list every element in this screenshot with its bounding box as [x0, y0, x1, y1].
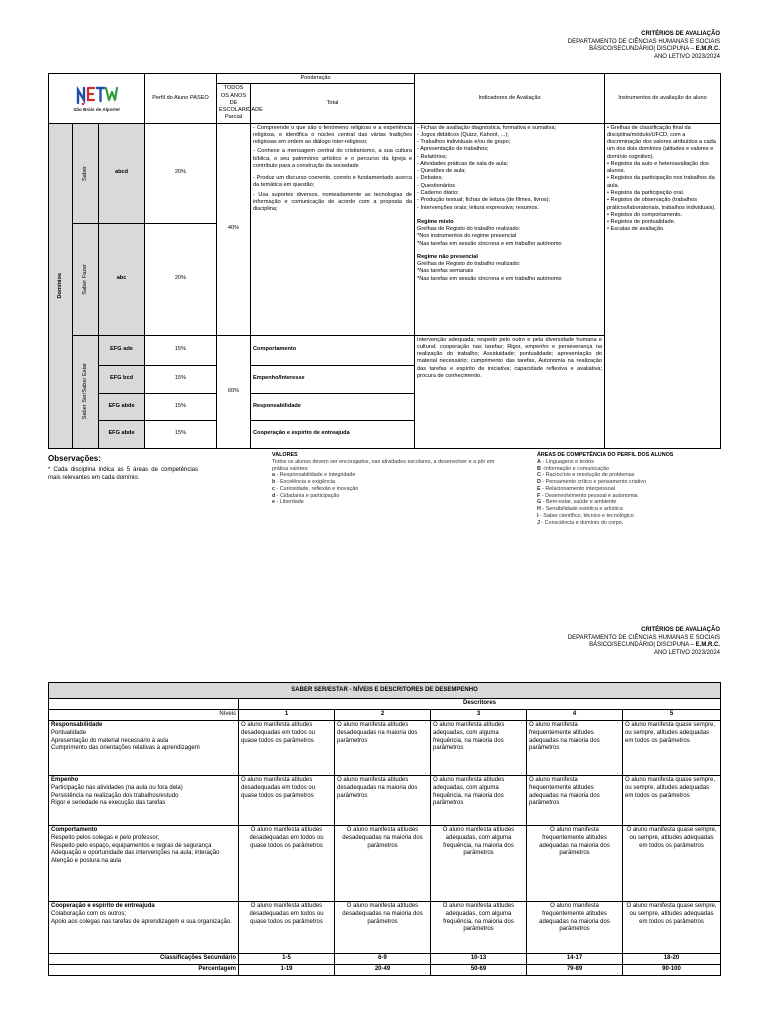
discipline-name: E.M.R.C.: [695, 642, 720, 648]
parcial-saber: 20%: [145, 123, 217, 223]
school-logo-icon: [75, 84, 119, 106]
instrument-item: - Caderno diário;: [417, 189, 459, 196]
col-perfil: Perfil do Aluno PASEO: [145, 74, 217, 124]
percentagem-label: Percentagem: [49, 965, 239, 976]
document-item: • Grelhas de classificação final da disciplina/módulo/UFCD, com a discriminação dos valores atribuídos a cada um dos dois domínios (atitudes e valores e domínio cognitivo).: [607, 124, 716, 160]
document-item: • Registos de observação (trabalhos práticos/laboratoriais, trabalhos individuais).: [607, 197, 716, 211]
valor-item: [272, 479, 512, 486]
instrument-item: - Fichas de avaliação diagnóstica, formativa e sumativa;: [417, 124, 557, 131]
criterion-line: Adequação e oportunidade das intervenções na aula; interação: [51, 850, 220, 857]
descriptor-cell: O aluno manifesta atitudes adequadas, com alguma frequência, na maioria dos parâmetros: [431, 826, 527, 902]
level-4: 4: [527, 710, 623, 721]
valor-item: [272, 486, 512, 493]
document-item: • Registos da participação oral.: [607, 189, 685, 196]
dominios-cell: [49, 123, 73, 448]
instrument-item: - Jogos didáticos (Quizz, Kahoot, ...);: [417, 131, 509, 138]
descriptor-cell: O aluno manifesta frequentemente atitudes adequadas na maioria dos parâmetros: [527, 776, 623, 826]
niveis-label: Níveis: [49, 710, 239, 721]
level-1: 1: [239, 710, 335, 721]
descriptor-cell: O aluno manifesta atitudes adequadas, com alguma frequência, na maioria dos parâmetros: [431, 776, 527, 826]
document-item: • Registos da participação nos trabalhos da aula.: [607, 175, 715, 189]
area-text: - Bem-estar, saúde e ambiente: [541, 499, 617, 506]
classificacao-value: 18-20: [623, 954, 721, 965]
total-ser: 60%: [217, 335, 251, 448]
perfil-comportamento: EFG ade: [99, 335, 145, 365]
descriptor-cell: O aluno manifesta quase sempre, ou sempre, atitudes adequadas em todos os parâmetros: [623, 826, 721, 902]
perfil-saber: abcd: [99, 123, 145, 223]
area-letter: C: [537, 472, 541, 479]
regime-misto-line: Grelhas de Registo do trabalho realizado:: [417, 226, 521, 233]
valor-text: - Curiosidade, reflexão e inovação: [275, 485, 359, 492]
total-cognitive: 40%: [217, 123, 251, 335]
instrument-item: - Trabalhos individuais e/ou de grupo;: [417, 139, 511, 146]
parcial-cooperacao: 15%: [145, 420, 217, 448]
descriptors-table: [48, 682, 721, 976]
col-indicadores: Indicadores de Avaliação: [415, 74, 605, 124]
domain-ser-estar-label: Saber Ser/Saber Estar: [81, 363, 88, 420]
regime-misto-line: *Nas tarefas em sessão síncrona e em trabalho autónomo: [417, 240, 562, 247]
percentagem-value: 90-100: [623, 965, 721, 976]
valor-letter: e: [272, 499, 275, 506]
header-title: CRITÉRIOS DE AVALIAÇÃO: [641, 627, 720, 633]
criteria-table: [48, 73, 721, 449]
criterion-line: Respeito pelo espaço, equipamentos e regras de segurança: [51, 842, 212, 849]
area-letter: F: [537, 492, 541, 499]
valor-text: - Responsabilidade e integridade: [275, 472, 356, 479]
criterion-title: Empenho: [51, 777, 79, 783]
criterion-responsabilidade: [49, 721, 239, 776]
col-ponderacao: Ponderação: [217, 74, 415, 84]
areas-block: [537, 452, 737, 526]
criterion-empenho: [49, 776, 239, 826]
valor-letter: c: [272, 485, 275, 492]
area-text: - Sensibilidade estética e artística: [540, 506, 623, 512]
header-title: CRITÉRIOS DE AVALIAÇÃO: [641, 31, 720, 37]
domain-saber-label: Saber: [81, 165, 88, 181]
area-item: [537, 472, 737, 479]
criterion-line: Persistência na realização dos trabalhos/estudo: [51, 792, 179, 799]
descriptor-cell: O aluno manifesta quase sempre, ou sempre, atitudes adequadas em todos os parâmetros: [623, 776, 721, 826]
document-item: • Registos de pontualidade.: [607, 219, 676, 226]
area-item: [537, 486, 737, 493]
header-year: ANO LETIVO 2023/2024: [653, 53, 720, 60]
level-3: 3: [431, 710, 527, 721]
classificacao-value: 1-5: [239, 954, 335, 965]
area-letter: H: [537, 506, 541, 512]
descriptor-cell: O aluno manifesta atitudes desadequadas em todos ou quase todos os parâmetros: [239, 902, 335, 954]
instrument-item: - Apresentação de trabalhos;: [417, 146, 489, 153]
criterion-line: Participação nas atividades (na aula ou fora dela): [51, 784, 183, 791]
level-2: 2: [335, 710, 431, 721]
descriptor-cell: O aluno manifesta atitudes desadequadas na maioria dos parâmetros: [335, 721, 431, 776]
instrument-item: - Relatórios;: [417, 153, 448, 160]
valores-block: [272, 452, 512, 506]
header-department: DEPARTAMENTO DE CIÊNCIAS HUMANAS E SOCIAIS: [567, 634, 720, 641]
domain-ser-estar: [73, 335, 99, 448]
descriptor-cell: O aluno manifesta frequentemente atitudes adequadas na maioria dos parâmetros: [527, 902, 623, 954]
area-text: - Linguagens e textos: [540, 458, 594, 465]
descriptor-cell: O aluno manifesta atitudes desadequadas em todos ou quase todos os parâmetros: [239, 826, 335, 902]
valor-text: - Excelência e exigência: [275, 479, 335, 485]
criterion-comportamento: [49, 826, 239, 902]
valores-intro: Todos os alunos devem ser encorajados, nas atividades escolares, a desenvolver e a pôr em prática valores:: [272, 458, 495, 472]
level-5: 5: [623, 710, 721, 721]
domain-saber-fazer: [73, 223, 99, 335]
header-department: DEPARTAMENTO DE CIÊNCIAS HUMANAS E SOCIAIS: [567, 38, 720, 45]
classificacoes-label: Classificações Secundário: [49, 954, 239, 965]
valor-text: - Liberdade: [275, 499, 304, 506]
classificacao-value: 14-17: [527, 954, 623, 965]
descriptor-cell: O aluno manifesta atitudes desadequadas em todos ou quase todos os parâmetros: [239, 721, 335, 776]
logo-cell: [49, 74, 145, 124]
header-discipline: [568, 642, 720, 650]
indicators-cognitive: [251, 123, 415, 335]
area-letter: E: [537, 485, 541, 492]
area-item: [537, 459, 737, 466]
dominios-label: Domínios: [56, 272, 63, 299]
page2-header: [568, 627, 720, 657]
area-item: [537, 506, 737, 513]
indicator-line: - Compreende o que são o fenómeno religioso e a experiência religiosa, e identifica o núcleo central das várias tradições religiosas em ordem ao diálogo inter-religioso;: [253, 124, 414, 146]
descritores-header: Descritores: [239, 699, 721, 710]
criterion-line: Atenção e postura na aula: [51, 858, 122, 865]
parcial-comportamento: 15%: [145, 335, 217, 365]
perfil-cooperacao: EFG abde: [99, 420, 145, 448]
area-item: [537, 513, 737, 520]
header-year: ANO LETIVO 2023/2024: [653, 649, 720, 656]
criterion-title: Cooperação e espírito de entreajuda: [51, 903, 155, 909]
criterion-line: Rigor e seriedade na execução das tarefas: [51, 800, 166, 807]
criterion-line: Apoio aos colegas nas tarefas de aprendizagem e sua organização.: [51, 918, 232, 925]
criterion-line: Respeito pelos colegas e pelo professor;: [51, 834, 160, 841]
area-text: - Relacionamento interpessoal: [540, 485, 615, 492]
col-instrumentos: Instrumentos de avaliação do aluno: [605, 74, 721, 124]
logo-text: São Bráis de Alportel: [73, 106, 120, 112]
area-letter: D: [537, 479, 541, 485]
area-item: [537, 499, 737, 506]
indicator-line: - Usa suportes diversos, nomeadamente as tecnologias de informação e comunicação de acordo com a proposta da disciplina;: [253, 191, 414, 213]
criterion-line: Apresentação do material necessário à aula: [51, 737, 169, 744]
discipline-name: E.M.R.C.: [695, 46, 720, 52]
valor-letter: b: [272, 479, 276, 485]
perfil-empenho: EFG bcd: [99, 365, 145, 393]
parcial-responsabilidade: 15%: [145, 393, 217, 420]
indicator-comportamento: Comportamento: [251, 335, 415, 365]
document-item: • Registos do comportamento.: [607, 211, 683, 218]
ser-instrument-text: Intervenção adequada; respeito pelo outro e pela diversidade humana e cultural; cooperação nas tarefas; Rigor, empenho e perseverança na realização do trabalho; Assiduidade; pontualidade; apresentação do material necessário; cumprimento das tarefas, Autonomia na realização das tarefas e espírito de iniciativa; capacidade reflexiva e avaliativa; procura de conhecimento.: [415, 335, 605, 448]
regime-nao-presencial-line: Grelhas de Registo do trabalho realizado:: [417, 261, 521, 268]
valor-text: - Cidadania e participação: [275, 492, 340, 499]
valor-item: [272, 472, 512, 479]
criterion-title: Comportamento: [51, 827, 98, 833]
area-text: - Consciência e domínio do corpo.: [540, 519, 624, 526]
indicator-cooperacao: Cooperação e espírito de entreajuda: [251, 420, 415, 448]
area-text: - Saber científico, técnico e tecnológico: [538, 512, 634, 519]
valor-letter: d: [272, 492, 276, 499]
parcial-empenho: 15%: [145, 365, 217, 393]
instrument-item: - Questões de aula;: [417, 168, 466, 175]
valor-item: [272, 499, 512, 506]
areas-title: ÁREAS DE COMPETÊNCIA DO PERFIL DOS ALUNOS: [537, 452, 674, 458]
descriptor-cell: O aluno manifesta atitudes adequadas, com alguma frequência, na maioria dos parâmetros: [431, 721, 527, 776]
regime-misto-line: *Nos instrumentos do regime presencial: [417, 233, 517, 240]
descriptor-cell: O aluno manifesta quase sempre, ou sempre, atitudes adequadas em todos os parâmetros: [623, 721, 721, 776]
valor-item: [272, 493, 512, 500]
classificacao-value: 10-13: [431, 954, 527, 965]
empty-cell: [49, 699, 239, 710]
criterion-line: Cumprimento das orientações relativas à aprendizagem: [51, 745, 200, 752]
percentagem-value: 1-19: [239, 965, 335, 976]
col-todos-anos: TODOS OS ANOS DE ESCOLARIDADE Parcial: [217, 84, 251, 123]
instrument-item: - Questionários: [417, 182, 455, 189]
area-letter: A: [537, 458, 541, 465]
descriptor-cell: O aluno manifesta quase sempre, ou sempre, atitudes adequadas em todos os parâmetros: [623, 902, 721, 954]
discipline-prefix: BÁSICO/SECUNDÁRIO| DISCIPUNA –: [589, 46, 696, 52]
area-letter: G: [537, 499, 542, 506]
descriptor-cell: O aluno manifesta frequentemente atitudes adequadas na maioria dos parâmetros: [527, 721, 623, 776]
criterion-line: Pontualidade: [51, 729, 87, 736]
descriptor-cell: O aluno manifesta atitudes desadequadas na maioria dos parâmetros: [335, 776, 431, 826]
indicator-empenho: Empenho/Interesse: [251, 365, 415, 393]
regime-nao-presencial-line: *Nas tarefas em sessão síncrona e em trabalho autónomo: [417, 275, 562, 282]
area-text: -Informação e comunicação: [540, 465, 609, 472]
valores-title: VALORES: [272, 452, 298, 458]
col-total: Total: [251, 84, 415, 123]
area-text: - Raciocínio e resolução de problemas: [540, 472, 635, 479]
criterion-title: Responsabilidade: [51, 722, 103, 728]
document-item: • Registos da auto e heteroavaliação dos alunos.: [607, 160, 709, 175]
area-letter: I: [537, 512, 539, 519]
percentagem-value: 50-69: [431, 965, 527, 976]
document-item: • Escalas de avaliação.: [607, 226, 665, 233]
table-title: SABER SER/ESTAR - NÍVEIS E DESCRITORES DE DESEMPENHO: [49, 683, 721, 699]
regime-nao-presencial-title: Regime não presencial: [417, 253, 478, 260]
area-letter: J: [537, 519, 540, 526]
classificacao-value: 6-9: [335, 954, 431, 965]
area-item: [537, 520, 737, 527]
indicator-line: - Conhece a mensagem central do cristianismo, a sua cultura bíblica, o seu património artístico e o percurso da Igreja e contributo para a construção da sociedade: [253, 148, 414, 169]
criterion-line: Colaboração com os outros;: [51, 910, 127, 917]
regime-nao-presencial-line: *Nas tarefas semanais: [417, 268, 474, 275]
observacoes-block: [48, 454, 198, 482]
valor-letter: a: [272, 472, 275, 479]
indicator-responsabilidade: Responsabilidade: [251, 393, 415, 420]
instrument-item: - Intervenções orais; leitura expressiva; resumos.: [417, 204, 539, 211]
area-item: [537, 479, 737, 486]
descriptor-cell: O aluno manifesta atitudes desadequadas na maioria dos parâmetros: [335, 902, 431, 954]
descriptor-cell: O aluno manifesta atitudes desadequadas em todos ou quase todos os parâmetros: [239, 776, 335, 826]
area-item: [537, 493, 737, 500]
domain-saber-fazer-label: Saber Fazer: [81, 263, 88, 295]
indicator-line: - Produz um discurso coerente, correto e fundamentado acerca da temática em questão;: [253, 175, 414, 189]
observacoes-title: Observações:: [48, 454, 101, 463]
observacoes-text: * Cada disciplina indica as 5 áreas de competências mais relevantes em cada domínio.: [48, 467, 198, 481]
descriptor-cell: O aluno manifesta atitudes desadequadas na maioria dos parâmetros: [335, 826, 431, 902]
parcial-saber-fazer: 20%: [145, 223, 217, 335]
area-text: - Pensamento crítico e pensamento criativo: [540, 479, 647, 485]
regime-misto-title: Regime misto: [417, 218, 454, 225]
instruments-cell: [415, 123, 605, 335]
perfil-saber-fazer: abc: [99, 223, 145, 335]
header-discipline: [568, 46, 720, 54]
descriptor-cell: O aluno manifesta frequentemente atitudes adequadas na maioria dos parâmetros: [527, 826, 623, 902]
domain-saber: [73, 123, 99, 223]
documents-cell: [605, 123, 721, 448]
area-item: [537, 466, 737, 473]
page1-header: [568, 31, 720, 61]
percentagem-value: 79-89: [527, 965, 623, 976]
perfil-responsabilidade: EFG abde: [99, 393, 145, 420]
instrument-item: - Debates;: [417, 175, 443, 182]
criterion-cooperacao: [49, 902, 239, 954]
instrument-item: - Atividades práticas de sala de aula;: [417, 160, 509, 167]
instrument-item: - Produção textual; fichas de leitura (de filmes, livros);: [417, 197, 551, 204]
descriptor-cell: O aluno manifesta atitudes adequadas, com alguma frequência, na maioria dos parâmetros: [431, 902, 527, 954]
percentagem-value: 20-49: [335, 965, 431, 976]
area-letter: B: [537, 465, 541, 472]
area-text: - Desenvolvimento pessoal e autonomia: [540, 492, 638, 499]
discipline-prefix: BÁSICO/SECUNDÁRIO| DISCIPUNA –: [589, 642, 696, 648]
